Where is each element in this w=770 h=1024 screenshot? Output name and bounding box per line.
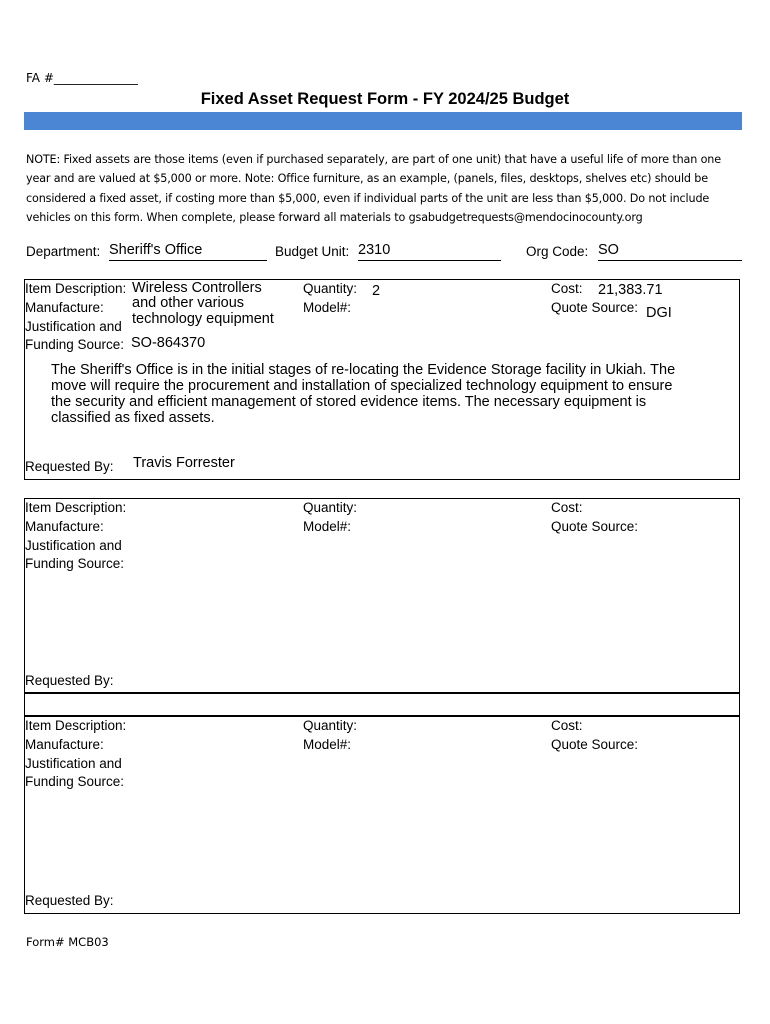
item-description-line2[interactable]: and other various xyxy=(132,295,245,311)
quantity-label: Quantity: xyxy=(303,281,358,296)
justification-text[interactable]: The Sheriff's Office is in the initial stages of re-locating the Evidence Storage facility in Ukiah. The move will require the procurement and installation of specialized technology equipment to ensure the security and efficient management of stored evidence items. The necessary equipment is classified as fixed assets. xyxy=(51,362,676,426)
model-label: Model#: xyxy=(303,737,352,752)
requested-by-value[interactable]: Travis Forrester xyxy=(133,455,235,471)
manufacture-label: Manufacture: xyxy=(25,737,104,752)
justification-label: Justification and xyxy=(25,319,122,334)
quote-source-label: Quote Source: xyxy=(551,519,639,534)
cost-label: Cost: xyxy=(551,718,583,733)
justification-label: Justification and xyxy=(25,756,122,771)
cost-label: Cost: xyxy=(551,500,583,515)
manufacture-label: Manufacture: xyxy=(25,519,104,534)
item-box-1 xyxy=(24,279,740,480)
quote-source-value[interactable]: DGI xyxy=(646,305,672,321)
item-description-line1[interactable]: Wireless Controllers xyxy=(132,280,262,296)
quote-source-label: Quote Source: xyxy=(551,300,639,315)
funding-source-value[interactable]: SO-864370 xyxy=(131,335,206,351)
quantity-label: Quantity: xyxy=(303,718,358,733)
model-label: Model#: xyxy=(303,300,352,315)
separator-box xyxy=(24,692,740,716)
org-code-field[interactable]: SO xyxy=(598,242,742,261)
fa-number-label: FA # xyxy=(26,71,54,85)
quantity-value[interactable]: 2 xyxy=(372,283,381,299)
form-number: Form# MCB03 xyxy=(26,935,109,949)
cost-value[interactable]: 21,383.71 xyxy=(598,282,663,298)
model-label: Model#: xyxy=(303,519,352,534)
requested-by-label: Requested By: xyxy=(25,893,114,908)
fa-number-blank: ______________ xyxy=(53,71,138,85)
department-field[interactable]: Sheriff's Office xyxy=(109,242,267,261)
note-paragraph: NOTE: Fixed assets are those items (even if purchased separately, are part of one unit) that have a useful life of more than one year and are valued at $5,000 or more. Note: Office furniture, as an example, (panels, files, desktops, shelves etc) should be considered a fixed asset, if costing more than $5,000, even if individual parts of the unit are less than $5,000. Do not include vehicles on this form. When complete, please forward all materials to gsabudgetrequests@mendocinocounty.org xyxy=(26,153,721,224)
item-description-label: Item Description: xyxy=(25,718,127,733)
budget-unit-field[interactable]: 2310 xyxy=(358,242,501,261)
quantity-label: Quantity: xyxy=(303,500,358,515)
department-label: Department: xyxy=(26,244,101,259)
requested-by-label: Requested By: xyxy=(25,459,114,474)
budget-unit-label: Budget Unit: xyxy=(275,244,350,259)
funding-source-label: Funding Source: xyxy=(25,337,125,352)
fa-number-field xyxy=(26,71,138,85)
quote-source-label: Quote Source: xyxy=(551,737,639,752)
org-code-label: Org Code: xyxy=(526,244,589,259)
item-box-3 xyxy=(24,716,740,914)
justification-label: Justification and xyxy=(25,538,122,553)
item-description-line3[interactable]: technology equipment xyxy=(132,311,274,327)
item-description-label: Item Description: xyxy=(25,281,127,296)
funding-source-label: Funding Source: xyxy=(25,556,125,571)
header-bar xyxy=(24,112,742,130)
manufacture-label: Manufacture: xyxy=(25,300,104,315)
form-title: Fixed Asset Request Form - FY 2024/25 Budget xyxy=(200,90,570,108)
cost-label: Cost: xyxy=(551,281,583,296)
item-box-2 xyxy=(24,498,740,694)
funding-source-label: Funding Source: xyxy=(25,774,125,789)
item-description-label: Item Description: xyxy=(25,500,127,515)
requested-by-label: Requested By: xyxy=(25,673,114,688)
